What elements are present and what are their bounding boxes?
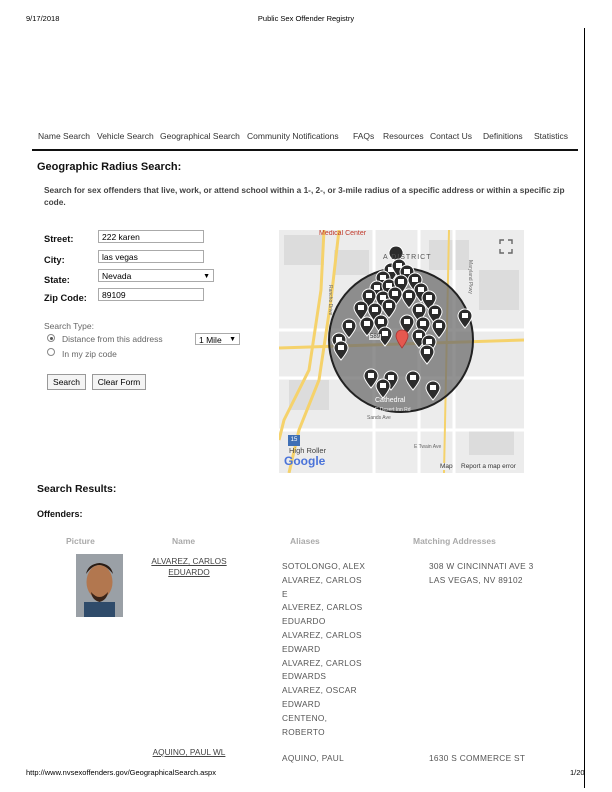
radio-distance-label: Distance from this address [62, 334, 163, 344]
map-pin-glyph [418, 287, 424, 292]
radio-zip-label: In my zip code [62, 349, 117, 359]
street-label: Street: [44, 234, 74, 244]
nav-contact-us[interactable]: Contact Us [430, 131, 473, 141]
offender-name-link[interactable] [140, 556, 238, 578]
map-pin-glyph [374, 285, 380, 290]
map-pin-glyph [380, 383, 386, 388]
alias-line: ROBERTO [282, 726, 325, 737]
state-select[interactable] [98, 269, 214, 282]
city-label: City: [44, 255, 65, 265]
map-pin-glyph [378, 319, 384, 324]
state-value: Nevada [102, 271, 132, 281]
alias-line: E [282, 588, 288, 599]
map-pin-glyph [404, 319, 410, 324]
zip-input[interactable]: 89109 [98, 288, 204, 301]
offender-name-line2: EDUARDO [168, 567, 210, 577]
col-header-picture: Picture [66, 536, 95, 546]
clear-form-button[interactable]: Clear Form [92, 374, 146, 390]
nav-statistics[interactable]: Statistics [534, 131, 569, 141]
print-date: 9/17/2018 [26, 14, 60, 23]
dropdown-arrow-icon: ▼ [203, 273, 210, 280]
offender-name-line1: ALVAREZ, CARLOS [151, 556, 227, 566]
nav-resources[interactable]: Resources [383, 131, 424, 141]
alias-line: ALVAREZ, CARLOS [282, 574, 362, 585]
alias-line: EDUARDO [282, 616, 326, 627]
offenders-label: Offenders: [37, 509, 83, 519]
map-pin-glyph [388, 375, 394, 380]
report-map-error-link[interactable]: Report a map error [461, 463, 516, 470]
alias-line: ALVAREZ, CARLOS [282, 657, 362, 668]
map-label-cathedral: Cathedral [375, 397, 406, 404]
city-input[interactable]: las vegas [98, 250, 204, 263]
alias-line: EDWARD [282, 698, 321, 709]
results-title: Search Results: [37, 483, 117, 495]
alias-line: ALVEREZ, CARLOS [282, 602, 363, 613]
map-pin-glyph [416, 307, 422, 312]
alias-line: EDWARD [282, 643, 321, 654]
print-url: http://www.nvsexoffenders.gov/GeographicalSearch.aspx [26, 768, 216, 777]
map-pin-glyph [420, 321, 426, 326]
zip-label: Zip Code: [44, 293, 87, 303]
map-pin-glyph [412, 277, 418, 282]
map-label-road-b: Maryland Pkwy [467, 260, 473, 294]
offender-name-link[interactable] [140, 747, 238, 758]
map-label-high-roller: High Roller [289, 446, 327, 455]
map-pin-glyph [366, 293, 372, 298]
nav-definitions[interactable]: Definitions [483, 131, 523, 141]
alias-line: ALVAREZ, OSCAR [282, 685, 357, 696]
offender-photo-face [76, 554, 123, 617]
intro-text: Search for sex offenders that live, work, or attend school within a 1-, 2-, or 3-mile radius of a specific address or within a specific zip code. [44, 185, 565, 207]
col-header-name: Name [172, 536, 196, 546]
map-pin-glyph [410, 375, 416, 380]
map-pin-glyph [424, 349, 430, 354]
address-line2: LAS VEGAS, NV 89102 [429, 574, 523, 585]
street-input[interactable]: 222 karen [98, 230, 204, 243]
map-pin-glyph [426, 339, 432, 344]
map-pin-glyph [436, 323, 442, 328]
page-edge-line [584, 28, 585, 788]
map-pin-glyph [462, 313, 468, 318]
highway-589-shield: 589 [370, 334, 381, 340]
alias-line: SOTOLONGO, ALEX [282, 561, 366, 571]
distance-value: 1 Mile [199, 335, 222, 345]
nav-geographical-search[interactable]: Geographical Search [160, 131, 240, 141]
map-pin-glyph [386, 283, 392, 288]
map-pin-glyph [396, 263, 402, 268]
map-pin-glyph [386, 303, 392, 308]
address-line1: 1630 S COMMERCE ST [429, 753, 526, 763]
map-pin-glyph [392, 291, 398, 296]
map-pin-glyph [406, 293, 412, 298]
map-label-medical: Medical Center [319, 230, 367, 237]
col-header-aliases: Aliases [290, 536, 320, 546]
map-pin-glyph [380, 295, 386, 300]
alias-line: EDWARDS [282, 671, 327, 682]
address-cell [429, 752, 525, 766]
map-pin-glyph [338, 345, 344, 350]
map-pin-glyph [358, 305, 364, 310]
alias-line: CENTENO, [282, 712, 328, 723]
map-label-sands: Sands Ave [367, 415, 391, 421]
page-title: Geographic Radius Search: [37, 161, 182, 173]
map-label-road-a: Rancho Drive [327, 285, 333, 316]
map-pin-glyph [364, 321, 370, 326]
map-pin-glyph [416, 333, 422, 338]
nav-divider [32, 149, 578, 151]
nav-faqs[interactable]: FAQs [353, 131, 375, 141]
map-label-twain: E Twain Ave [414, 444, 442, 450]
address-line1: 308 W CINCINNATI AVE 3 [429, 561, 534, 571]
map-pin-glyph [346, 323, 352, 328]
map-pin-glyph [372, 307, 378, 312]
col-header-addresses: Matching Addresses [413, 536, 496, 546]
aliases-cell [282, 752, 344, 766]
dropdown-arrow-icon: ▼ [229, 336, 236, 343]
map-label-desert-inn: E Desert Inn Rd [375, 407, 411, 413]
map-view[interactable] [279, 230, 524, 473]
map-pin-glyph [398, 279, 404, 284]
offender-name-line1: AQUINO, PAUL WL [152, 747, 226, 757]
map-pin-glyph [404, 269, 410, 274]
map-canvas [279, 230, 524, 473]
state-label: State: [44, 275, 70, 285]
map-pin-glyph [432, 309, 438, 314]
offender-photo[interactable] [76, 554, 123, 617]
distance-select[interactable] [195, 333, 240, 345]
radio-distance[interactable] [47, 334, 55, 342]
alias-line: AQUINO, PAUL [282, 753, 344, 763]
nav-vehicle-search[interactable]: Vehicle Search [97, 131, 154, 141]
nav-name-search[interactable]: Name Search [38, 131, 90, 141]
map-data-label: Map [440, 463, 453, 470]
map-label-district: A DISTRICT [383, 254, 432, 261]
map-pin-glyph [380, 275, 386, 280]
map-pin-glyph [430, 385, 436, 390]
radio-zip[interactable] [47, 348, 55, 356]
map-pin-glyph [382, 331, 388, 336]
address-cell [429, 560, 534, 588]
nav-community-notifications[interactable]: Community Notifications [247, 131, 339, 141]
map-pin-glyph [426, 295, 432, 300]
google-logo: Google [284, 454, 326, 468]
search-type-label: Search Type: [44, 321, 94, 331]
highway-15-shield: 15 [288, 435, 300, 446]
alias-line: ALVAREZ, CARLOS [282, 629, 362, 640]
print-page-number: 1/20 [570, 768, 585, 777]
map-pin-glyph [368, 373, 374, 378]
aliases-cell [282, 560, 365, 739]
search-button[interactable]: Search [47, 374, 86, 390]
print-title: Public Sex Offender Registry [257, 14, 355, 23]
